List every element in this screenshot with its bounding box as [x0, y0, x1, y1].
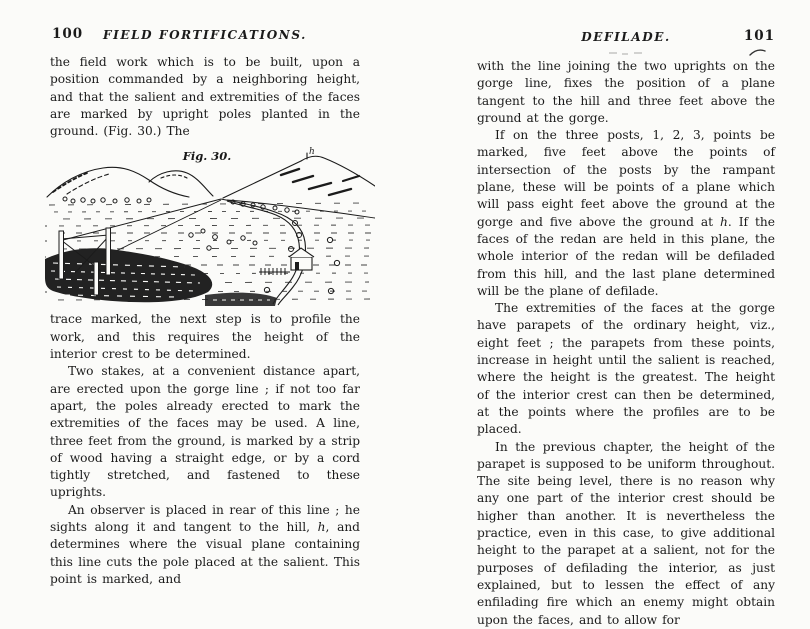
- paragraph: In the previous chapter, the height of the parapet is supposed to be uniform throughout. The site being level, there is no reason why any one part of the interior crest should be higher than another. It is nevertheless the practice, even in this case, to give additional height to the parapet at a salient, not for the purposes of defilading the interior, as just explained, but to lessen the effect of any enfilading fire which an enemy might obtain upon the faces, and to allow for: [477, 439, 775, 627]
- hill-h-label: h: [309, 147, 315, 158]
- left-running-head: FIELD FORTIFICATIONS.: [103, 28, 307, 42]
- right-page-header: [477, 30, 775, 46]
- figure-30-engraving: [45, 145, 375, 307]
- right-page: [477, 30, 775, 629]
- right-running-head: DEFILADE.: [581, 30, 671, 44]
- paragraph: The extremities of the faces at the gorge have parapets of the ordinary height, viz., eight feet ; the parapets from these points, increase in height until the salient is reached, where the height is the greatest. The height of the interior crest can then be determined, at the points where the profiles are to be placed.: [477, 301, 775, 437]
- paragraph-text: . If the faces of the redan are held in this plane, the whole interior of the redan will be defiladed from this hill, and the last plane determined will be the plane of defilade.: [477, 214, 775, 298]
- italic-h: h: [317, 520, 326, 535]
- foreground-mound: [45, 249, 277, 307]
- paragraph-text: An observer is placed in rear of this line ; he sights along it and tangent to the hill,: [50, 502, 360, 535]
- italic-h: h: [720, 214, 728, 229]
- paragraph: [477, 127, 775, 300]
- left-page-header: [50, 28, 360, 44]
- paragraph: with the line joining the two uprights on the gorge line, fixes the position of a plane tangent to the hill and three feet above the ground at the gorge.: [477, 59, 775, 125]
- paragraph: [50, 502, 360, 588]
- house: [259, 248, 314, 275]
- paragraph: Two stakes, at a convenient distance apart, are erected upon the gorge line ; if not too far apart, the poles already erected to mark the extremities of the faces may be used. A line, three feet from the ground, is marked by a strip of wood having a straight edge, or by a cord tightly stretched, and fastened to these uprights.: [50, 364, 360, 500]
- scan-smudge: [608, 50, 644, 56]
- paragraph: trace marked, the next step is to profile the work, and this requires the height of the interior crest to be determined.: [50, 312, 360, 362]
- paragraph-text: If on the three posts, 1, 2, 3, points be marked, five feet above the points of intersection of the posts by the rampant plane, these will be points of a plane which will pass eight feet above the ground at the gorge and five above the ground at: [477, 128, 775, 229]
- road: [221, 199, 306, 305]
- left-page: [50, 28, 360, 588]
- figure-30: [45, 145, 375, 307]
- figure-caption: Fig. 30.: [182, 149, 232, 164]
- paragraph-text: , and determines where the visual plane containing this line cuts the pole placed at the salient. This point is marked, and: [50, 520, 360, 586]
- right-page-number: 101: [743, 28, 775, 44]
- left-page-number: 100: [52, 26, 84, 42]
- paragraph: the field work which is to be built, upon a position commanded by a neighboring height, and that the salient and extremities of the faces are marked by upright poles planted in the ground. (Fig. 30.) The: [50, 55, 360, 139]
- scan-pen-mark: [748, 47, 768, 57]
